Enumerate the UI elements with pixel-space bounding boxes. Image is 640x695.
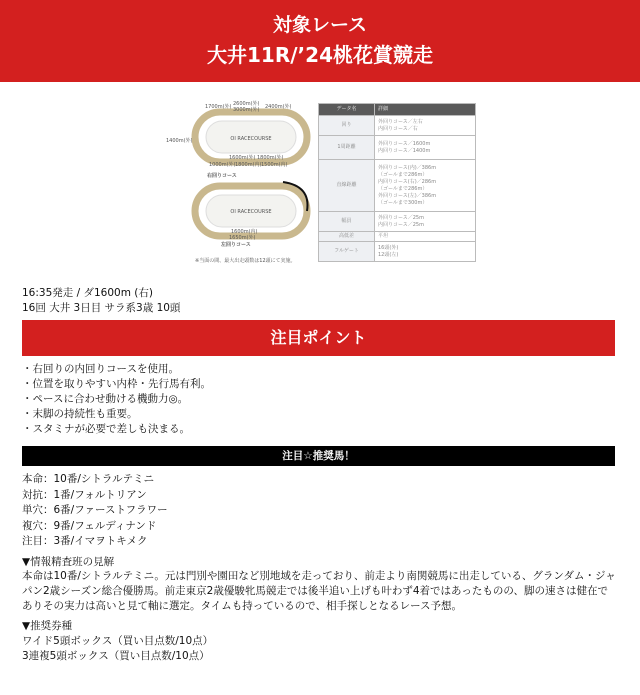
right-course-caption: 右回りコース (207, 173, 237, 179)
list-item: ・位置を取りやすい内枠・先行馬有利。 (22, 378, 211, 390)
list-item: ・末脚の持続性も重要。 (22, 408, 138, 420)
attention-title-bar: 注目ポイント (22, 320, 615, 356)
label-mid-c: 1000m(外) (209, 162, 236, 168)
table-row (319, 212, 476, 232)
left-course-caption: 左回りコース (221, 242, 251, 248)
row-value: 平坦 (375, 232, 476, 242)
table-row (319, 232, 476, 242)
course-data-table (318, 103, 476, 262)
label-mid-b: 1800m(外) (257, 155, 284, 161)
row-value: 外回りコース／1600m 内回りコース／1400m (375, 136, 476, 160)
course-name-top: OI RACECOURSE (230, 136, 272, 142)
header-key: データ名 (319, 104, 375, 116)
label-mid-a: 1600m(外) (229, 155, 256, 161)
row-key: 幅員 (319, 212, 375, 232)
row-key: フルゲート (319, 242, 375, 262)
list-item: ・スタミナが必要で差しも決まる。 (22, 423, 190, 435)
course-name-bottom: OI RACECOURSE (230, 209, 272, 215)
course-note: ※当面の間、最大出走頭数は12頭にて実施。 (195, 258, 296, 264)
course-diagram (165, 100, 315, 270)
list-item: 対抗：1番/フォルトリアン (22, 488, 147, 501)
list-item: 複穴：9番/フェルディナンド (22, 519, 157, 532)
list-item: ・右回りの内回りコースを使用。 (22, 363, 179, 375)
ticket-line-wide: ワイド5頭ボックス（買い目点数/10点） (22, 635, 214, 647)
table-row (319, 116, 476, 136)
page-header (0, 0, 640, 82)
label-left-sub: 1650m(外) (229, 235, 256, 241)
label-left: 1400m(外) (166, 138, 193, 144)
attention-points (22, 362, 211, 437)
recommend-picks (22, 472, 168, 550)
row-key: 高低差 (319, 232, 375, 242)
list-item: 注目：3番/イマヲトキメク (22, 535, 148, 548)
label-top-a: 1700m(外) (205, 104, 232, 110)
label-mid-d: 1800m(内) (235, 162, 262, 168)
table-row (319, 160, 476, 212)
label-mid-e: 1500m(内) (261, 162, 288, 168)
table-row (319, 136, 476, 160)
tickets-heading: ▼推奨券種 (22, 620, 73, 632)
row-value: 外回りコース(内)／386m （ゴールまで286m） 内回りコース(右)／286m （ゴールまで286m） 外回りコース(左)／386m （ゴールまで300m） (375, 160, 476, 212)
opinion-heading: ▼情報精査班の見解 (22, 556, 115, 568)
header-value: 詳細 (375, 104, 476, 116)
row-key: 1周距離 (319, 136, 375, 160)
row-value: 外回りコース／25m 内回りコース／25m (375, 212, 476, 232)
header-title-small: 対象レース (272, 14, 368, 36)
label-bottom: 1600m(内) (231, 229, 258, 235)
header-race-title: 大井11R/’24桃花賞競走 (207, 43, 433, 67)
row-value: 16頭(外) 12頭(左) (375, 242, 476, 262)
recommend-title-bar: 注目☆推奨馬！ (22, 446, 615, 466)
table-header-row (319, 104, 476, 116)
ticket-line-trio: 3連複5頭ボックス（買い目点数/10点） (22, 650, 210, 662)
row-value: 外回りコース／左右 内回りコース／右 (375, 116, 476, 136)
race-start-info: 16:35発走 / ダ1600m (右) (22, 287, 153, 299)
list-item: 単穴：6番/ファーストフラワー (22, 504, 168, 517)
row-key: 直線距離 (319, 160, 375, 212)
label-top-d: 2400m(外) (265, 104, 292, 110)
label-top-c: 3000m(外) (233, 107, 260, 113)
label-top-b: 2600m(外) (233, 101, 260, 107)
opinion-body: 本命は10番/シトラルテミニ。元は門別や園田など別地域を走っており、前走より南関競馬に出走している、グランダム・ジャパン2歳シーズン総合優勝馬。前走東京2歳優駿牝馬競走では後半追い上げも叶わず4着ではあったものの、脚の速さは健在でありその実力は高いと見て軸に選定。タイムも持っているので、相手探しとなるレース予想。 (22, 570, 616, 612)
table-row (319, 242, 476, 262)
list-item: ・ペースに合わせ動ける機動力◎。 (22, 393, 189, 405)
list-item: 本命：10番/シトラルテミニ (22, 473, 155, 485)
race-meet-info: 16回 大井 3日目 サラ系3歳 10頭 (22, 302, 181, 314)
row-key: 回り (319, 116, 375, 136)
